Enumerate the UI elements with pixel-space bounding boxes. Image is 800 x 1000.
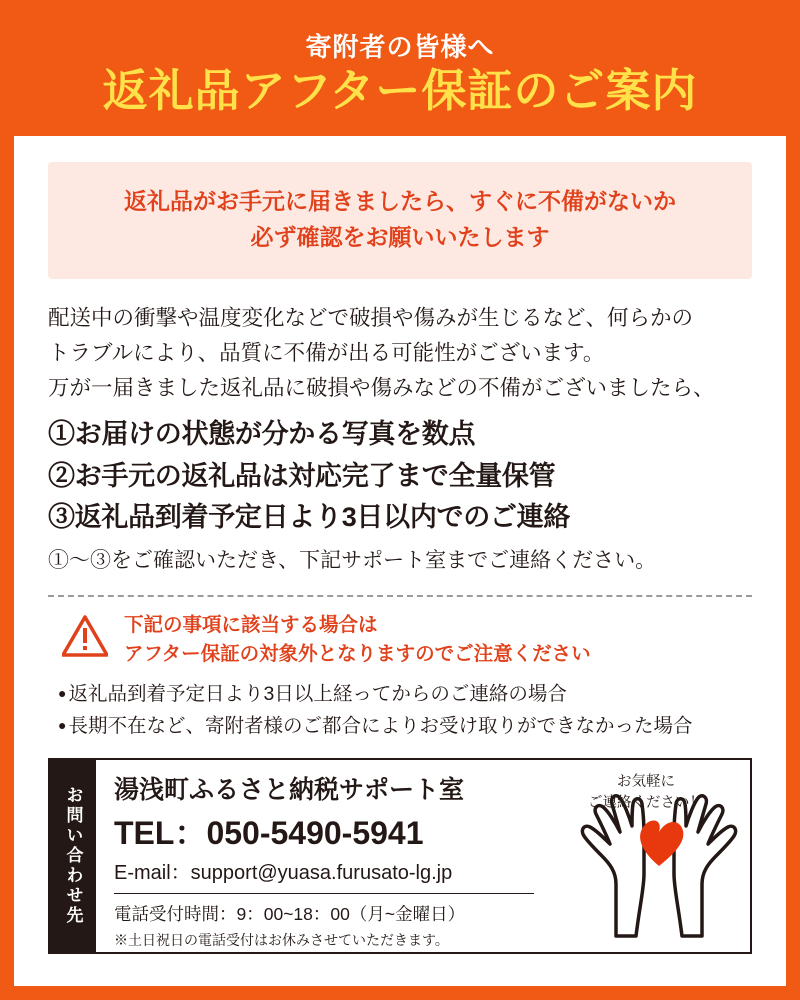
warning-line-1: 下記の事項に該当する場合は xyxy=(124,613,378,636)
holiday-note: ※土日祝日の電話受付はお休みさせていただきます。 xyxy=(114,932,449,949)
warning-block xyxy=(48,611,752,670)
contact-details xyxy=(96,760,750,952)
closing-text: ①〜③をご確認いただき、下記サポート室までご連絡ください。 xyxy=(48,549,657,573)
illustration-caption-line-2: ご連絡ください！ xyxy=(588,795,704,812)
notice-line-2: 必ず確認をお願いいたします xyxy=(250,223,550,250)
email-address[interactable]: E-mail：support@yuasa.furusato-lg.jp xyxy=(114,862,453,885)
contact-tab-label: お問い合わせ先 xyxy=(50,760,96,952)
content-card xyxy=(14,136,786,986)
bullet-dot-icon: ● xyxy=(58,685,67,702)
step-item-2: ②お手元の返礼品は対応完了まで全量保管 xyxy=(48,460,556,491)
step-item-3: ③返礼品到着予定日より3日以内でのご連絡 xyxy=(48,502,571,533)
exclusion-list xyxy=(48,679,752,742)
exclusion-item xyxy=(58,679,752,711)
exclusion-item xyxy=(58,711,752,743)
warning-triangle-icon xyxy=(62,615,108,657)
intro-line-3: 万が一届きました返礼品に破損や傷みなどの不備がございましたら、 xyxy=(48,375,715,400)
contact-divider xyxy=(114,893,534,894)
hands-heart-illustration xyxy=(544,764,744,950)
notice-line-1: 返礼品がお手元に届きましたら、すぐに不備がないか xyxy=(124,188,676,214)
business-hours: 電話受付時間：9：00~18：00（月~金曜日） xyxy=(114,904,466,925)
exclusion-item-text: 返礼品到着予定日より3日以上経ってからのご連絡の場合 xyxy=(68,683,567,706)
telephone-number[interactable]: TEL：050-5490-5941 xyxy=(114,815,424,852)
section-divider xyxy=(48,595,752,597)
exclusion-item-text: 長期不在など、寄附者様のご都合によりお受け取りができなかった場合 xyxy=(68,714,693,737)
warning-line-2: アフター保証の対象外となりますのでご注意ください xyxy=(124,643,591,666)
intro-line-2: トラブルにより、品質に不備が出る可能性がございます。 xyxy=(48,341,605,366)
page-header xyxy=(0,0,800,136)
organization-name: 湯浅町ふるさと納税サポート室 xyxy=(114,776,465,805)
page-title: 返礼品アフター保証のご案内 xyxy=(102,64,698,116)
header-subtitle: 寄附者の皆様へ xyxy=(305,31,495,62)
contact-box xyxy=(48,758,752,954)
bullet-dot-icon: ● xyxy=(58,716,67,733)
step-item-1: ①お届けの状態が分かる写真を数点 xyxy=(48,418,476,449)
illustration-caption-line-1: お気軽に xyxy=(617,774,675,791)
illustration-caption xyxy=(558,772,734,814)
steps-list xyxy=(48,414,752,540)
intro-line-1: 配送中の衝撃や温度変化などで破損や傷みが生じるなど、何らかの xyxy=(48,306,694,331)
notice-box xyxy=(48,162,752,279)
warning-text xyxy=(124,611,591,670)
intro-paragraph xyxy=(48,301,752,405)
